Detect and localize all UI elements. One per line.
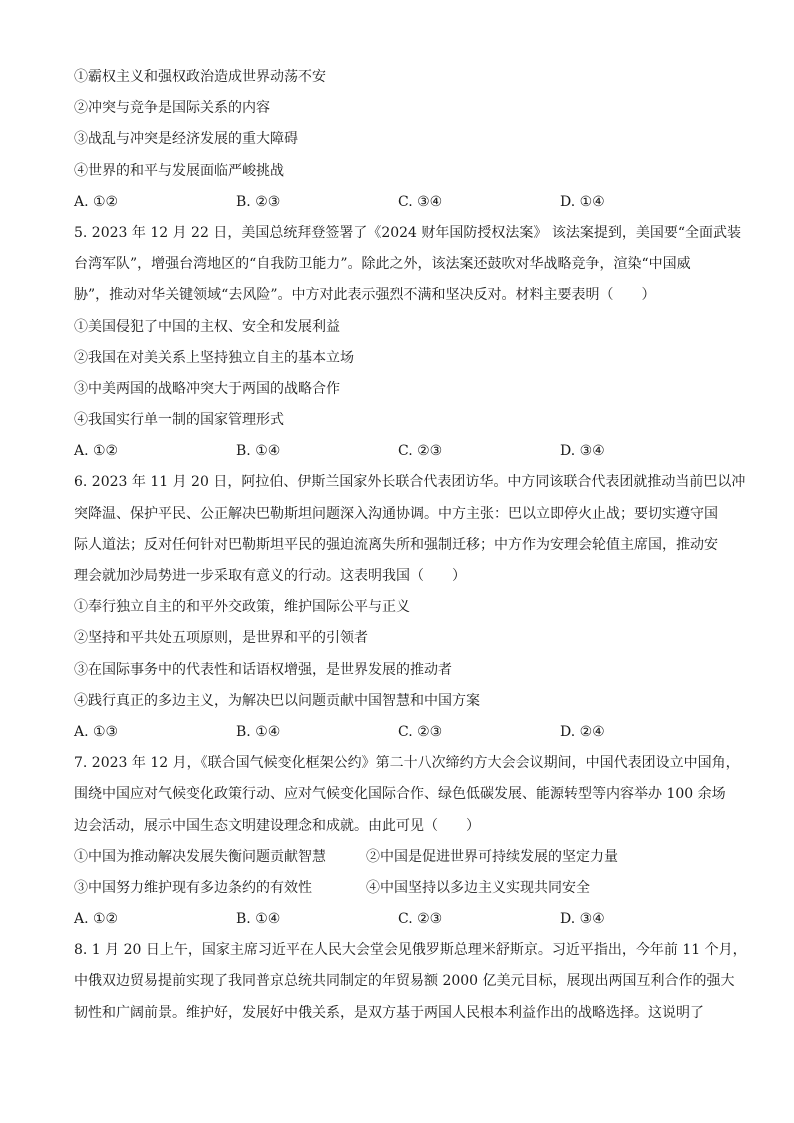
- statement-4: ④践行真正的多边主义，为解决巴以问题贡献中国智慧和中国方案: [74, 692, 480, 709]
- statement-2: ②坚持和平共处五项原则，是世界和平的引领者: [74, 630, 368, 647]
- question-8: [74, 935, 747, 1029]
- statement-3: ③中美两国的战略冲突大于两国的战略合作: [74, 380, 340, 397]
- question-stem-line: 中俄双边贸易提前实现了我同普京总统共同制定的年贸易额 2000 亿美元目标，展现出两国互利合作的强大: [74, 973, 735, 990]
- question-stem-line: 5. 2023 年 12 月 22 日，美国总统拜登签署了《2024 财年国防授权法案》 该法案提到，美国要“全面武装: [74, 224, 742, 241]
- option-a[interactable]: A. ①②: [74, 193, 119, 210]
- statement-1: ①美国侵犯了中国的主权、安全和发展利益: [74, 318, 340, 335]
- option-a[interactable]: A. ①②: [74, 911, 119, 928]
- option-b[interactable]: B. ①④: [236, 911, 281, 928]
- question-stem-line: 6. 2023 年 11 月 20 日，阿拉伯、伊斯兰国家外长联合代表团访华。中方同该联合代表团就推动当前巴以冲: [74, 474, 746, 491]
- answer-options: [74, 904, 724, 935]
- question-stem-line: 突降温、保护平民、公正解决巴勒斯坦问题深入沟通协调。中方主张：巴以立即停火止战；要切实遵守国: [74, 505, 718, 522]
- statement-3: ③中国努力维护现有多边条约的有效性: [74, 879, 312, 896]
- option-d[interactable]: D. ①④: [560, 193, 605, 210]
- statement-2: ②冲突与竞争是国际关系的内容: [74, 100, 270, 117]
- question-stem-line: 台湾军队”，增强台湾地区的“自我防卫能力”。除此之外，该法案还鼓吹对华战略竞争，渲染“中国威: [74, 256, 691, 273]
- question-stem-line: 际人道法；反对任何针对巴勒斯坦平民的强迫流离失所和强制迁移；中方作为安理会轮值主席国，推动安: [74, 536, 718, 553]
- statement-1: ①奉行独立自主的和平外交政策，维护国际公平与正义: [74, 599, 410, 616]
- option-d[interactable]: D. ③④: [560, 443, 605, 460]
- exam-page: [74, 62, 747, 1029]
- statement-4: ④我国实行单一制的国家管理形式: [74, 412, 284, 429]
- question-stem-line: 理会就加沙局势进一步采取有意义的行动。这表明我国（ ）: [74, 568, 466, 584]
- statement-row: [74, 873, 724, 904]
- answer-options: [74, 717, 724, 748]
- option-d[interactable]: D. ②④: [560, 723, 605, 740]
- question-stem-line: 胁”，推动对华关键领域“去风险”。中方对此表示强烈不满和坚决反对。材料主要表明（ ）: [74, 287, 656, 304]
- statement-2: ②我国在对美关系上坚持独立自主的基本立场: [74, 349, 354, 366]
- option-b[interactable]: B. ①④: [236, 723, 281, 740]
- answer-options: [74, 436, 724, 467]
- question-stem-line: 韧性和广阔前景。维护好，发展好中俄关系，是双方基于两国人民根本利益作出的战略选择。这说明了: [74, 1004, 704, 1021]
- option-a[interactable]: A. ①③: [74, 723, 119, 740]
- option-c[interactable]: C. ②③: [398, 723, 443, 740]
- option-d[interactable]: D. ③④: [560, 911, 605, 928]
- option-c[interactable]: C. ②③: [398, 911, 443, 928]
- statement-row: [74, 842, 724, 873]
- statement-2: ②中国是促进世界可持续发展的坚定力量: [366, 848, 618, 865]
- statement-4: ④中国坚持以多边主义实现共同安全: [366, 879, 590, 896]
- question-4: [74, 62, 724, 218]
- option-a[interactable]: A. ①②: [74, 443, 119, 460]
- statement-3: ③战乱与冲突是经济发展的重大障碍: [74, 131, 298, 148]
- question-stem-line: 围绕中国应对气候变化政策行动、应对气候变化国际合作、绿色低碳发展、能源转型等内容举办 100 余场: [74, 786, 726, 803]
- statement-1: ①霸权主义和强权政治造成世界动荡不安: [74, 69, 326, 85]
- question-stem-line: 7. 2023 年 12 月，《联合国气候变化框架公约》第二十八次缔约方大会会议期间，中国代表团设立中国角，: [74, 755, 740, 772]
- answer-options: [74, 187, 724, 218]
- option-b[interactable]: B. ①④: [236, 443, 281, 460]
- question-5: [74, 218, 742, 468]
- question-stem-line: 8. 1 月 20 日上午，国家主席习近平在人民大会堂会见俄罗斯总理米舒斯京。习近平指出，今年前 11 个月，: [74, 942, 747, 959]
- option-b[interactable]: B. ②③: [236, 193, 281, 210]
- statement-1: ①中国为推动解决发展失衡问题贡献智慧: [74, 848, 326, 865]
- option-c[interactable]: C. ②③: [398, 443, 443, 460]
- question-stem-line: 边会活动，展示中国生态文明建设理念和成就。由此可见（ ）: [74, 817, 480, 834]
- question-7: [74, 748, 740, 935]
- statement-4: ④世界的和平与发展面临严峻挑战: [74, 162, 284, 179]
- question-6: [74, 467, 746, 748]
- option-c[interactable]: C. ③④: [398, 193, 443, 210]
- statement-3: ③在国际事务中的代表性和话语权增强，是世界发展的推动者: [74, 661, 452, 678]
